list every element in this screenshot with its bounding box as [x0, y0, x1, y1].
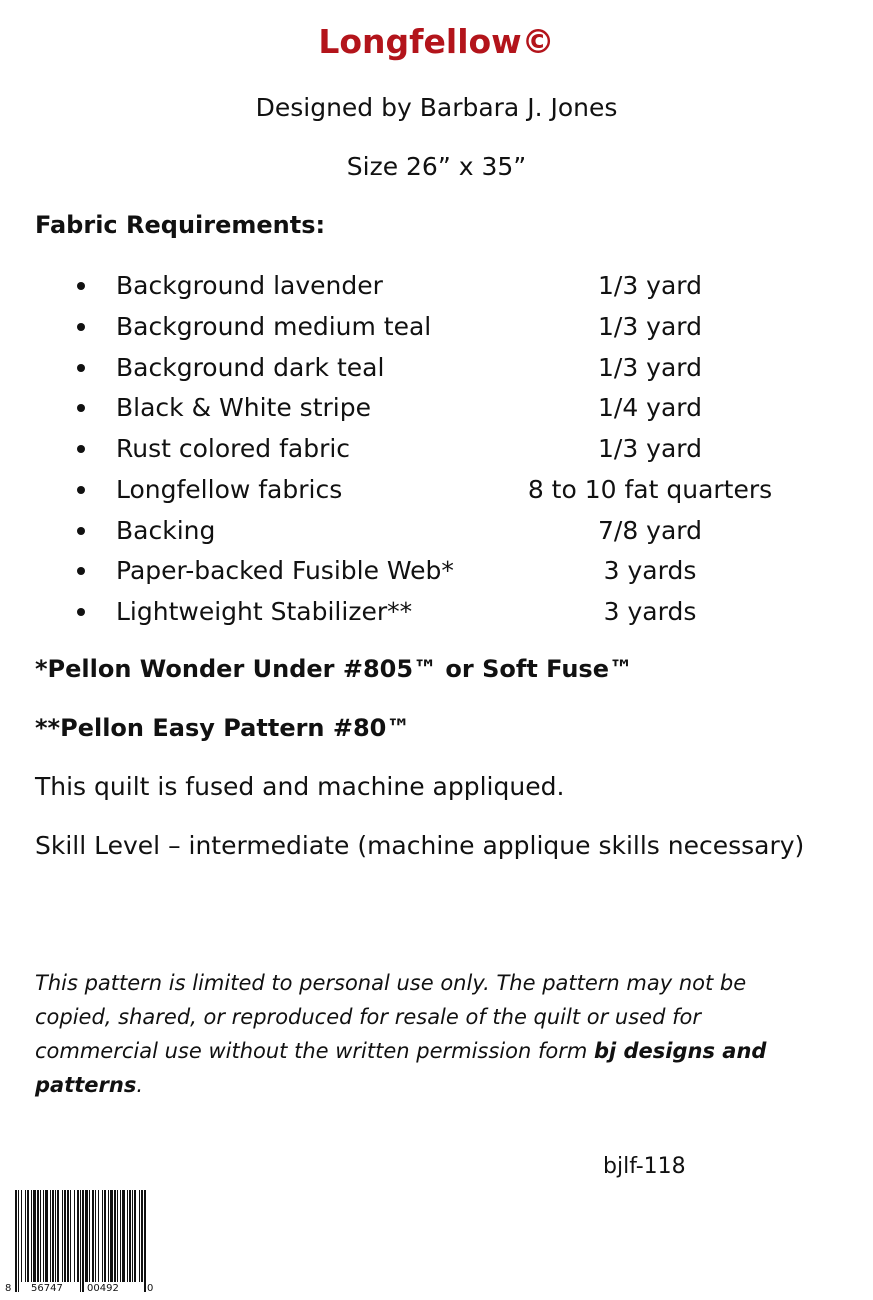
barcode-bar	[120, 1190, 121, 1282]
barcode-bar	[67, 1190, 69, 1282]
barcode-bar	[114, 1190, 116, 1282]
fabric-quantity: 7/8 yard	[597, 515, 702, 545]
barcode-bar	[45, 1190, 48, 1282]
barcode-digit-end: 0	[147, 1283, 154, 1294]
barcode-bar	[18, 1190, 19, 1292]
barcode-bar	[52, 1190, 54, 1282]
bullet-icon	[77, 486, 85, 494]
barcode-bar	[64, 1190, 66, 1282]
barcode-group-left: 56747	[31, 1283, 63, 1294]
company-name: bj designs and patterns	[35, 1039, 767, 1097]
barcode-bar	[102, 1190, 103, 1282]
disclaimer-end: .	[136, 1073, 144, 1097]
list-item	[0, 266, 873, 307]
bullet-icon	[77, 527, 85, 535]
usage-disclaimer	[35, 966, 795, 1102]
list-item	[0, 348, 873, 389]
fabric-name: Background medium teal	[116, 311, 432, 341]
list-item	[0, 511, 873, 552]
upc-barcode	[5, 1190, 155, 1300]
barcode-bar	[104, 1190, 106, 1282]
barcode-bar	[127, 1190, 128, 1282]
barcode-bar	[139, 1190, 140, 1282]
barcode-bar	[89, 1190, 90, 1282]
barcode-bar	[15, 1190, 17, 1292]
fabric-name: Background lavender	[116, 271, 383, 300]
barcode-bar	[74, 1190, 75, 1282]
fabric-name: Paper-backed Fusible Web*	[116, 556, 454, 586]
barcode-bar	[82, 1190, 84, 1292]
barcode-bar	[80, 1190, 81, 1292]
bullet-icon	[77, 282, 85, 290]
barcode-bar	[40, 1190, 41, 1282]
fabric-quantity: 1/3 yard	[597, 352, 702, 382]
designer-credit: Designed by Barbara J. Jones	[255, 93, 618, 122]
barcode-bar	[95, 1190, 96, 1282]
list-item	[0, 429, 873, 470]
fabric-quantity: 1/3 yard	[597, 434, 702, 463]
bullet-icon	[77, 364, 85, 372]
list-item	[0, 592, 873, 633]
barcode-bar	[122, 1190, 125, 1282]
fabric-name: Rust colored fabric	[116, 434, 351, 463]
barcode-bar	[129, 1190, 131, 1282]
fabric-name: Longfellow fabrics	[116, 474, 343, 504]
fabric-requirements-heading: Fabric Requirements:	[35, 211, 326, 239]
barcode-bar	[77, 1190, 79, 1282]
barcode-icon	[5, 1190, 155, 1295]
barcode-bar	[92, 1190, 94, 1282]
list-item	[0, 551, 873, 592]
barcode-bar	[37, 1190, 39, 1282]
fabric-quantity: 3 yards	[603, 597, 697, 626]
fabric-requirements-list	[0, 266, 873, 633]
barcode-bar	[33, 1190, 36, 1282]
fabric-name: Lightweight Stabilizer**	[116, 597, 413, 626]
fabric-quantity: 1/4 yard	[597, 393, 702, 423]
barcode-bar	[62, 1190, 63, 1282]
barcode-bar	[117, 1190, 118, 1282]
list-item	[0, 470, 873, 511]
fabric-quantity: 1/3 yard	[597, 311, 702, 341]
barcode-bar	[98, 1190, 99, 1282]
fabric-name: Background dark teal	[116, 352, 385, 382]
pattern-title: Longfellow©	[318, 22, 555, 61]
pattern-code: bjlf-118	[603, 1154, 686, 1179]
barcode-bar	[21, 1190, 22, 1282]
barcode-bar	[31, 1190, 32, 1282]
stabilizer-note: **Pellon Easy Pattern #80™	[35, 714, 411, 742]
bullet-icon	[77, 567, 85, 575]
barcode-bar	[108, 1190, 109, 1282]
bullet-icon	[77, 445, 85, 453]
bullet-icon	[77, 323, 85, 331]
barcode-bar	[43, 1190, 44, 1282]
quilt-size: Size 26” x 35”	[346, 152, 527, 181]
disclaimer-text: This pattern is limited to personal use only. The pattern may not be copied, shared, or reproduced for resale of the quilt or used for commercial use without the written permission form	[35, 971, 747, 1063]
barcode-bar	[57, 1190, 59, 1282]
barcode-bar	[144, 1190, 146, 1292]
barcode-bar	[27, 1190, 29, 1282]
barcode-bar	[50, 1190, 51, 1282]
fabric-quantity: 8 to 10 fat quarters	[527, 474, 773, 504]
fusible-web-note: *Pellon Wonder Under #805™ or Soft Fuse™	[35, 655, 633, 683]
barcode-bar	[110, 1190, 113, 1282]
fabric-name: Black & White stripe	[116, 393, 371, 423]
barcode-digit-start: 8	[5, 1283, 12, 1294]
barcode-bar	[70, 1190, 71, 1282]
fabric-name: Backing	[116, 515, 216, 545]
fabric-quantity: 1/3 yard	[597, 271, 702, 300]
barcode-bar	[132, 1190, 133, 1282]
barcode-group-right: 00492	[87, 1283, 119, 1294]
barcode-bar	[25, 1190, 26, 1282]
fabric-quantity: 3 yards	[603, 556, 697, 586]
list-item	[0, 388, 873, 429]
bullet-icon	[77, 404, 85, 412]
list-item	[0, 307, 873, 348]
skill-level: Skill Level – intermediate (machine applique skills necessary)	[35, 831, 805, 860]
construction-method: This quilt is fused and machine appliqued.	[35, 772, 565, 801]
bullet-icon	[77, 608, 85, 616]
barcode-bar	[141, 1190, 143, 1282]
barcode-bar	[55, 1190, 56, 1282]
barcode-bar	[134, 1190, 136, 1282]
barcode-bar	[85, 1190, 88, 1282]
